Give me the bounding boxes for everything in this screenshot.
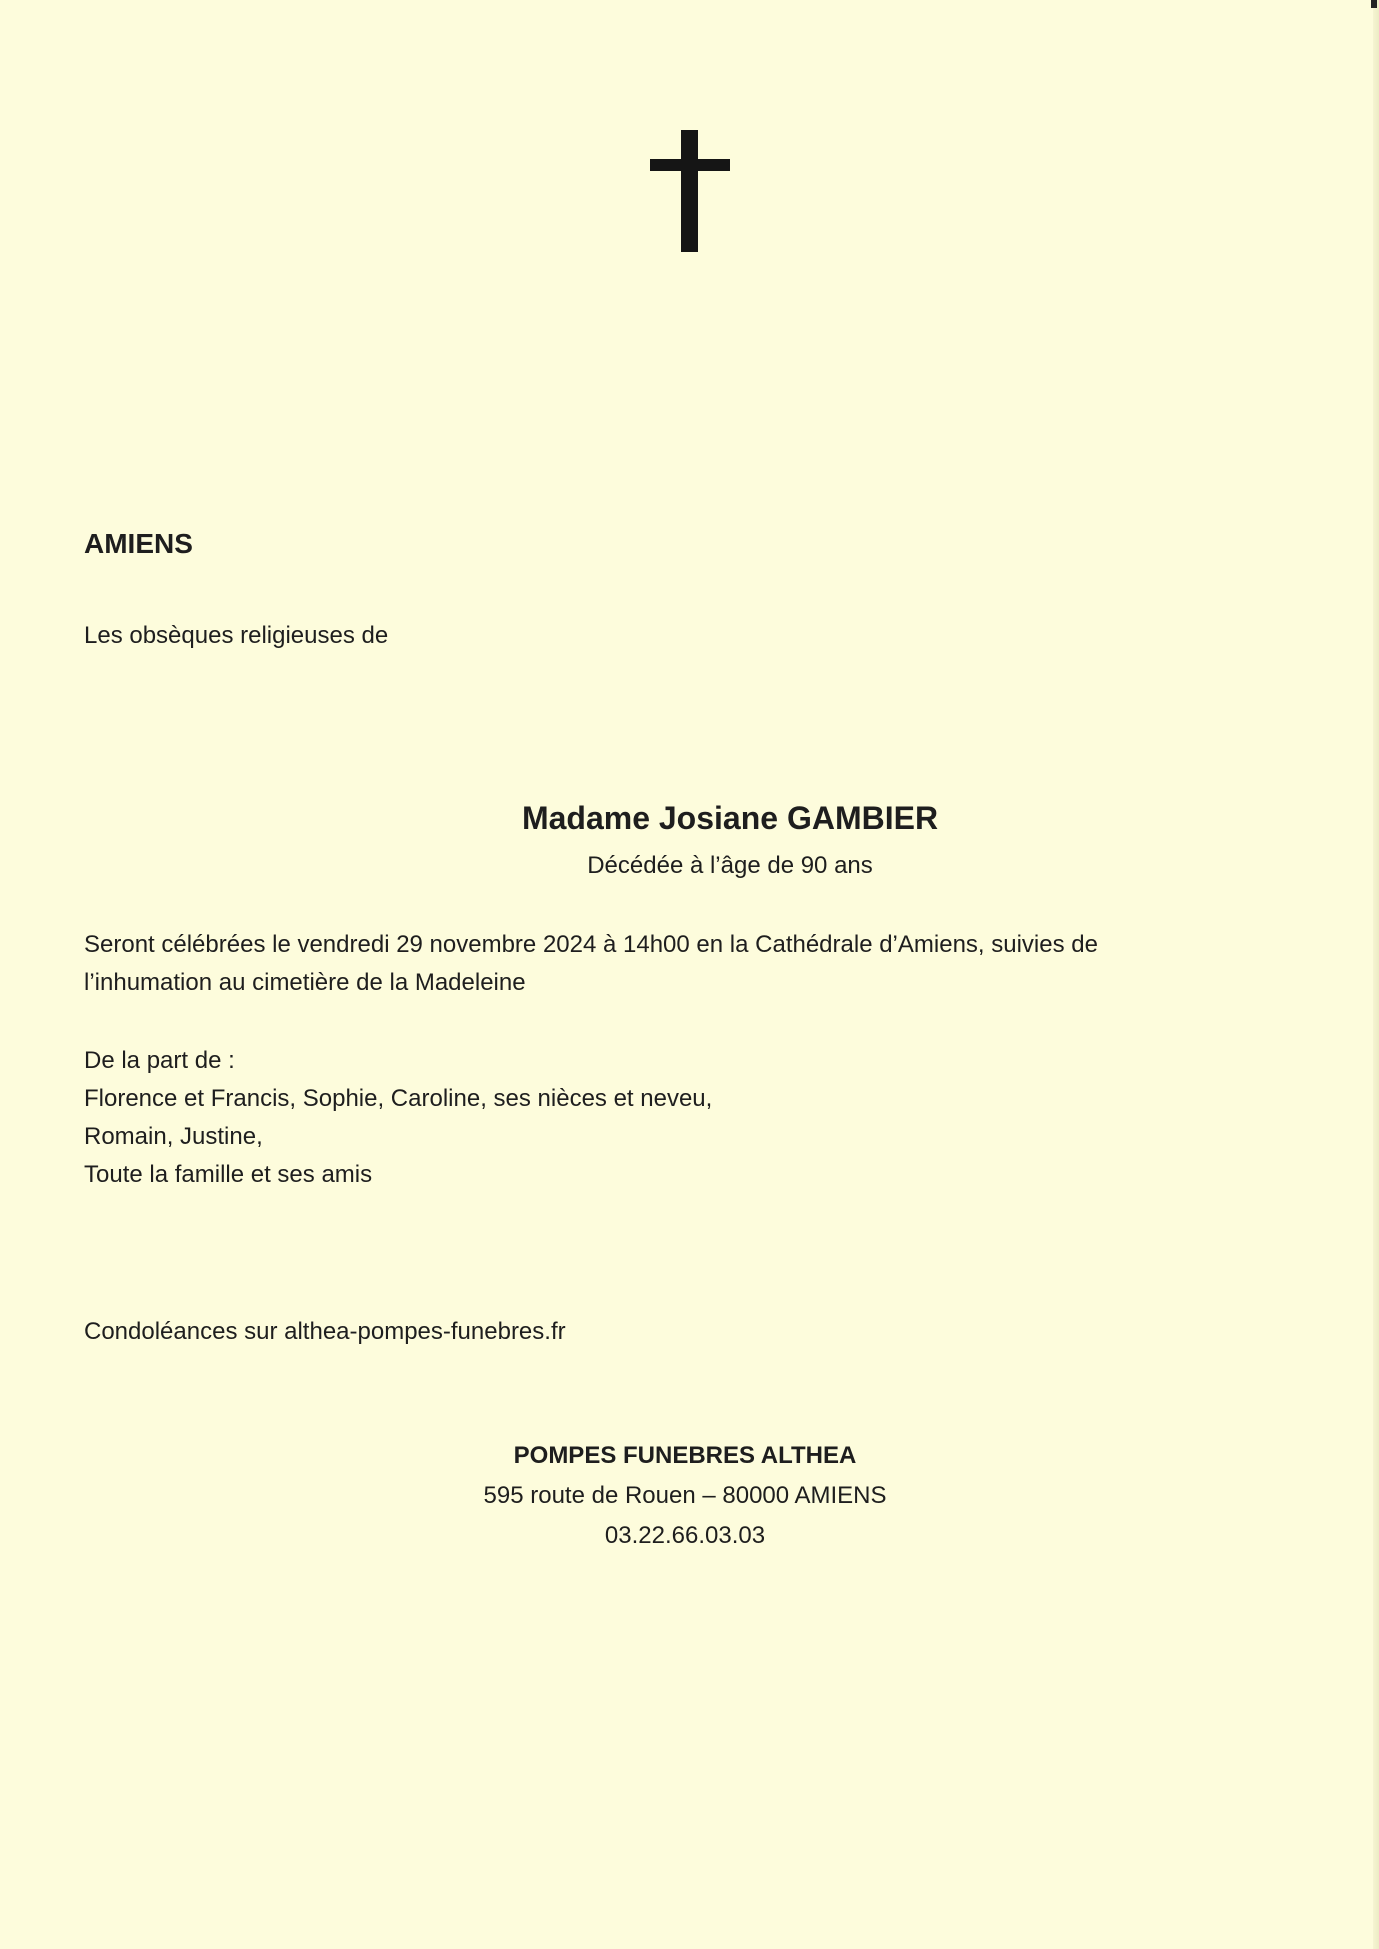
family-list (84, 1042, 712, 1194)
family-line: Romain, Justine, (84, 1123, 263, 1150)
funeral-home-block (385, 1436, 985, 1556)
intro-text: Les obsèques religieuses de (84, 622, 389, 649)
condolences-text: Condoléances sur althea-pompes-funebres.fr (84, 1318, 566, 1345)
page-edge (1373, 0, 1379, 1949)
cross-icon (650, 130, 730, 252)
ceremony-line: Seront célébrées le vendredi 29 novembre 2024 à 14h00 en la Cathédrale d’Amiens, suivies de (84, 931, 1098, 958)
age-line: Décédée à l’âge de 90 ans (587, 852, 873, 879)
ceremony-line: l’inhumation au cimetière de la Madeleine (84, 969, 526, 996)
funeral-home-name: POMPES FUNEBRES ALTHEA (513, 1442, 857, 1469)
city-heading: AMIENS (84, 528, 193, 559)
family-line: Florence et Francis, Sophie, Caroline, ses nièces et neveu, (84, 1085, 713, 1112)
family-heading: De la part de : (84, 1047, 235, 1074)
deceased-name: Madame Josiane GAMBIER (521, 800, 939, 836)
corner-mark (1371, 0, 1377, 8)
funeral-home-address: 595 route de Rouen – 80000 AMIENS (483, 1482, 887, 1509)
ceremony-text (84, 926, 1098, 1002)
family-line: Toute la famille et ses amis (84, 1161, 373, 1188)
funeral-home-phone: 03.22.66.03.03 (604, 1522, 766, 1549)
